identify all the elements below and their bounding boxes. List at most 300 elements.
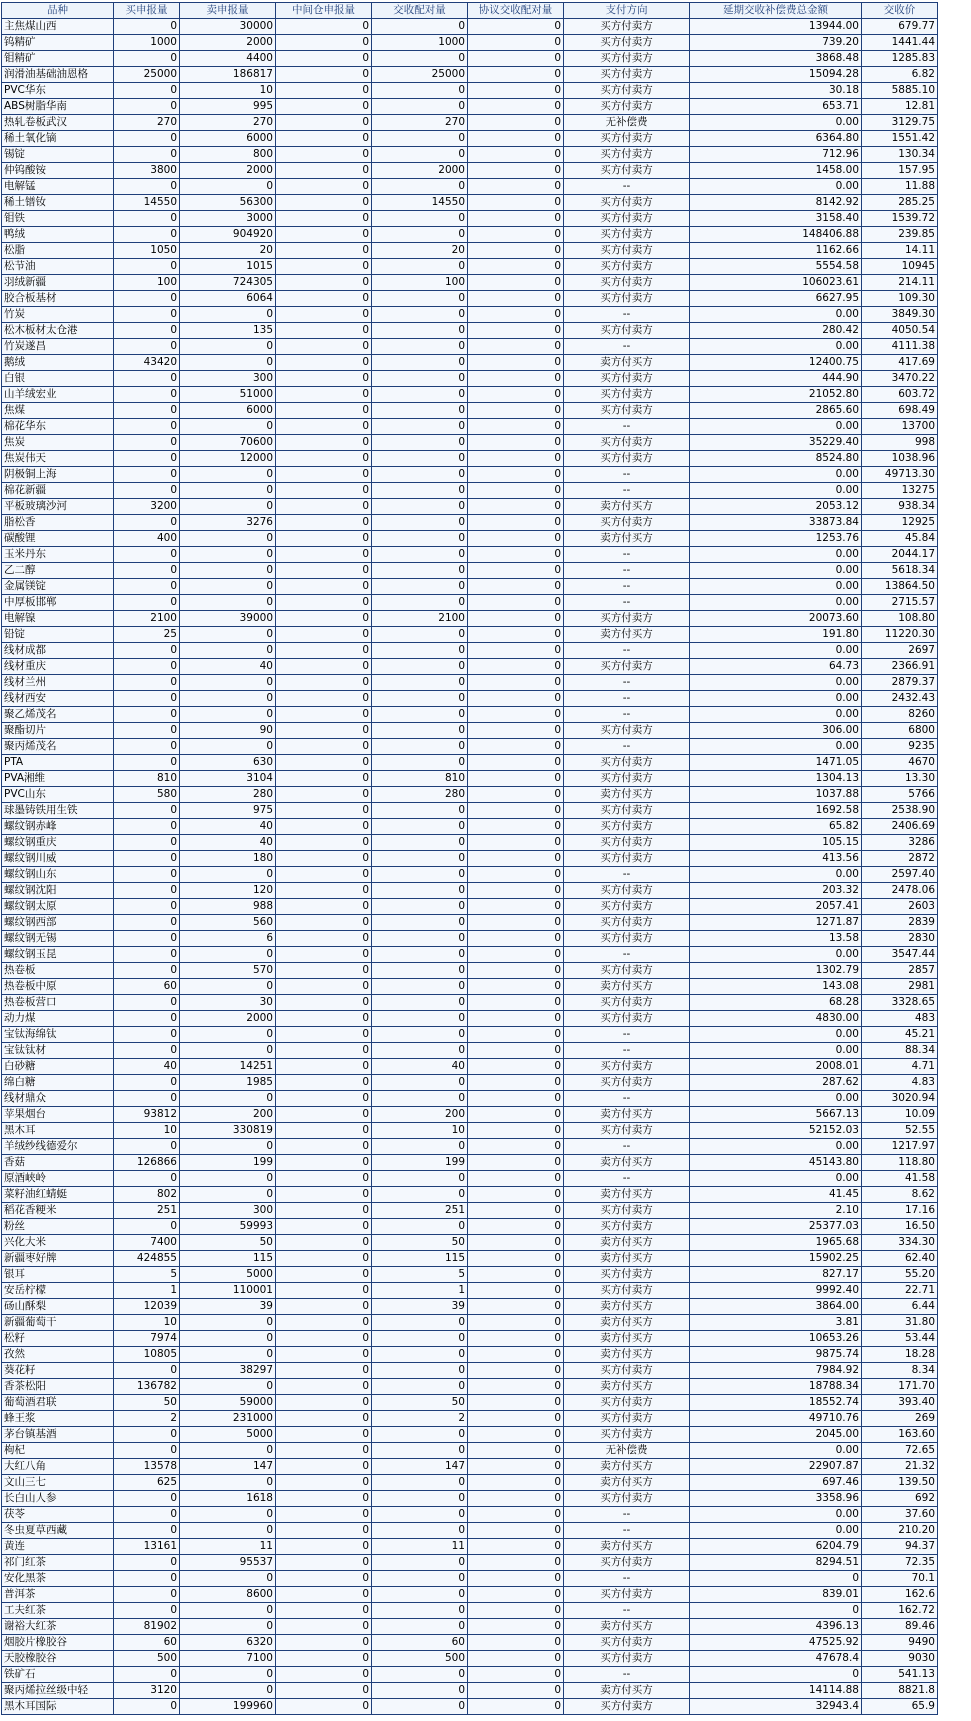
sell-declared-cell: 0 xyxy=(180,675,276,691)
table-row xyxy=(2,1411,938,1427)
intermediate-cell: 0 xyxy=(276,1187,372,1203)
buy-declared-cell: 0 xyxy=(114,931,180,947)
agreement-matched-cell: 0 xyxy=(468,867,564,883)
compensation-cell: 105.15 xyxy=(690,835,862,851)
compensation-cell: 0.00 xyxy=(690,947,862,963)
payment-direction-cell: -- xyxy=(564,675,690,691)
price-cell: 483 xyxy=(862,1011,938,1027)
buy-declared-cell: 0 xyxy=(114,947,180,963)
variety-cell: 粉丝 xyxy=(2,1219,114,1235)
agreement-matched-cell: 0 xyxy=(468,371,564,387)
payment-direction-cell: 买方付卖方 xyxy=(564,1123,690,1139)
agreement-matched-cell: 0 xyxy=(468,83,564,99)
sell-declared-cell: 30000 xyxy=(180,19,276,35)
variety-cell: 枸杞 xyxy=(2,1443,114,1459)
payment-direction-cell: 卖方付买方 xyxy=(564,1299,690,1315)
table-row xyxy=(2,563,938,579)
agreement-matched-cell: 0 xyxy=(468,915,564,931)
matched-cell: 0 xyxy=(372,19,468,35)
sell-declared-cell: 724305 xyxy=(180,275,276,291)
table-row xyxy=(2,83,938,99)
price-cell: 89.46 xyxy=(862,1619,938,1635)
variety-cell: 稀土镨钕 xyxy=(2,195,114,211)
payment-direction-cell: 买方付卖方 xyxy=(564,291,690,307)
table-row xyxy=(2,1283,938,1299)
compensation-cell: 0.00 xyxy=(690,691,862,707)
buy-declared-cell: 0 xyxy=(114,259,180,275)
buy-declared-cell: 0 xyxy=(114,739,180,755)
buy-declared-cell: 500 xyxy=(114,1651,180,1667)
price-cell: 3849.30 xyxy=(862,307,938,323)
sell-declared-cell: 0 xyxy=(180,1379,276,1395)
intermediate-cell: 0 xyxy=(276,387,372,403)
payment-direction-cell: 买方付卖方 xyxy=(564,1363,690,1379)
price-cell: 603.72 xyxy=(862,387,938,403)
table-row xyxy=(2,19,938,35)
sell-declared-cell: 0 xyxy=(180,1443,276,1459)
matched-cell: 0 xyxy=(372,979,468,995)
intermediate-cell: 0 xyxy=(276,163,372,179)
table-row xyxy=(2,803,938,819)
matched-cell: 0 xyxy=(372,691,468,707)
table-row xyxy=(2,1651,938,1667)
intermediate-cell: 0 xyxy=(276,1235,372,1251)
buy-declared-cell: 0 xyxy=(114,1523,180,1539)
variety-cell: 松节油 xyxy=(2,259,114,275)
matched-cell: 1000 xyxy=(372,35,468,51)
table-row xyxy=(2,867,938,883)
sell-declared-cell: 0 xyxy=(180,1331,276,1347)
agreement-matched-cell: 0 xyxy=(468,291,564,307)
sell-declared-cell: 988 xyxy=(180,899,276,915)
sell-declared-cell: 40 xyxy=(180,819,276,835)
variety-cell: ABS树脂华南 xyxy=(2,99,114,115)
payment-direction-cell: -- xyxy=(564,483,690,499)
price-cell: 1539.72 xyxy=(862,211,938,227)
price-cell: 4.83 xyxy=(862,1075,938,1091)
matched-cell: 0 xyxy=(372,579,468,595)
payment-direction-cell: 买方付卖方 xyxy=(564,1219,690,1235)
matched-cell: 0 xyxy=(372,323,468,339)
table-row xyxy=(2,1299,938,1315)
matched-cell: 0 xyxy=(372,467,468,483)
compensation-cell: 13.58 xyxy=(690,931,862,947)
intermediate-cell: 0 xyxy=(276,835,372,851)
compensation-cell: 839.01 xyxy=(690,1587,862,1603)
compensation-cell: 0.00 xyxy=(690,867,862,883)
table-row xyxy=(2,1315,938,1331)
buy-declared-cell: 60 xyxy=(114,1635,180,1651)
sell-declared-cell: 0 xyxy=(180,1027,276,1043)
sell-declared-cell: 231000 xyxy=(180,1411,276,1427)
intermediate-cell: 0 xyxy=(276,451,372,467)
buy-declared-cell: 0 xyxy=(114,1667,180,1683)
agreement-matched-cell: 0 xyxy=(468,659,564,675)
payment-direction-cell: 买方付卖方 xyxy=(564,227,690,243)
intermediate-cell: 0 xyxy=(276,1491,372,1507)
price-cell: 2839 xyxy=(862,915,938,931)
agreement-matched-cell: 0 xyxy=(468,259,564,275)
agreement-matched-cell: 0 xyxy=(468,1299,564,1315)
table-row xyxy=(2,355,938,371)
variety-cell: 宝钛海绵钛 xyxy=(2,1027,114,1043)
table-row xyxy=(2,915,938,931)
variety-cell: 普洱茶 xyxy=(2,1587,114,1603)
sell-declared-cell: 800 xyxy=(180,147,276,163)
table-row xyxy=(2,227,938,243)
table-row xyxy=(2,1059,938,1075)
intermediate-cell: 0 xyxy=(276,195,372,211)
table-row xyxy=(2,467,938,483)
compensation-cell: 0.00 xyxy=(690,467,862,483)
compensation-cell: 6364.80 xyxy=(690,131,862,147)
variety-cell: 线材重庆 xyxy=(2,659,114,675)
payment-direction-cell: 卖方付买方 xyxy=(564,1347,690,1363)
buy-declared-cell: 3120 xyxy=(114,1683,180,1699)
agreement-matched-cell: 0 xyxy=(468,835,564,851)
intermediate-cell: 0 xyxy=(276,1587,372,1603)
matched-cell: 0 xyxy=(372,1507,468,1523)
table-row xyxy=(2,1571,938,1587)
intermediate-cell: 0 xyxy=(276,1043,372,1059)
compensation-cell: 413.56 xyxy=(690,851,862,867)
agreement-matched-cell: 0 xyxy=(468,403,564,419)
compensation-cell: 203.32 xyxy=(690,883,862,899)
price-cell: 41.58 xyxy=(862,1171,938,1187)
agreement-matched-cell: 0 xyxy=(468,899,564,915)
agreement-matched-cell: 0 xyxy=(468,211,564,227)
table-row xyxy=(2,1443,938,1459)
payment-direction-cell: -- xyxy=(564,339,690,355)
agreement-matched-cell: 0 xyxy=(468,1587,564,1603)
table-row xyxy=(2,243,938,259)
sell-declared-cell: 330819 xyxy=(180,1123,276,1139)
compensation-cell: 18552.74 xyxy=(690,1395,862,1411)
col-header-sell-declared: 卖申报量 xyxy=(180,3,276,19)
intermediate-cell: 0 xyxy=(276,1171,372,1187)
price-cell: 2697 xyxy=(862,643,938,659)
price-cell: 49713.30 xyxy=(862,467,938,483)
buy-declared-cell: 0 xyxy=(114,675,180,691)
matched-cell: 0 xyxy=(372,1091,468,1107)
table-row xyxy=(2,835,938,851)
payment-direction-cell: 买方付卖方 xyxy=(564,1267,690,1283)
table-row xyxy=(2,1667,938,1683)
buy-declared-cell: 0 xyxy=(114,691,180,707)
compensation-cell: 22907.87 xyxy=(690,1459,862,1475)
intermediate-cell: 0 xyxy=(276,819,372,835)
price-cell: 45.21 xyxy=(862,1027,938,1043)
intermediate-cell: 0 xyxy=(276,1619,372,1635)
payment-direction-cell: 买方付卖方 xyxy=(564,1651,690,1667)
table-row xyxy=(2,1699,938,1715)
variety-cell: 长白山人参 xyxy=(2,1491,114,1507)
agreement-matched-cell: 0 xyxy=(468,499,564,515)
buy-declared-cell: 0 xyxy=(114,1011,180,1027)
buy-declared-cell: 0 xyxy=(114,1043,180,1059)
payment-direction-cell: -- xyxy=(564,1171,690,1187)
price-cell: 163.60 xyxy=(862,1427,938,1443)
intermediate-cell: 0 xyxy=(276,467,372,483)
variety-cell: 锡锭 xyxy=(2,147,114,163)
variety-cell: 菜籽油红蜻蜓 xyxy=(2,1187,114,1203)
agreement-matched-cell: 0 xyxy=(468,131,564,147)
payment-direction-cell: -- xyxy=(564,467,690,483)
price-cell: 9030 xyxy=(862,1651,938,1667)
intermediate-cell: 0 xyxy=(276,1555,372,1571)
intermediate-cell: 0 xyxy=(276,147,372,163)
intermediate-cell: 0 xyxy=(276,435,372,451)
variety-cell: 棉花华东 xyxy=(2,419,114,435)
price-cell: 52.55 xyxy=(862,1123,938,1139)
matched-cell: 0 xyxy=(372,851,468,867)
variety-cell: 螺纹钢玉昆 xyxy=(2,947,114,963)
compensation-cell: 14114.88 xyxy=(690,1683,862,1699)
payment-direction-cell: -- xyxy=(564,1139,690,1155)
payment-direction-cell: 买方付卖方 xyxy=(564,1411,690,1427)
variety-cell: 蜂王浆 xyxy=(2,1411,114,1427)
agreement-matched-cell: 0 xyxy=(468,451,564,467)
table-row xyxy=(2,307,938,323)
sell-declared-cell: 0 xyxy=(180,1507,276,1523)
buy-declared-cell: 126866 xyxy=(114,1155,180,1171)
intermediate-cell: 0 xyxy=(276,35,372,51)
table-row xyxy=(2,595,938,611)
compensation-cell: 20073.60 xyxy=(690,611,862,627)
sell-declared-cell: 6320 xyxy=(180,1635,276,1651)
table-row xyxy=(2,1491,938,1507)
matched-cell: 115 xyxy=(372,1251,468,1267)
payment-direction-cell: 卖方付买方 xyxy=(564,627,690,643)
variety-cell: 阴极铜上海 xyxy=(2,467,114,483)
variety-cell: 脂松香 xyxy=(2,515,114,531)
compensation-cell: 49710.76 xyxy=(690,1411,862,1427)
matched-cell: 0 xyxy=(372,547,468,563)
payment-direction-cell: 卖方付买方 xyxy=(564,787,690,803)
payment-direction-cell: 买方付卖方 xyxy=(564,1283,690,1299)
variety-cell: 螺纹钢太原 xyxy=(2,899,114,915)
price-cell: 108.80 xyxy=(862,611,938,627)
matched-cell: 2100 xyxy=(372,611,468,627)
sell-declared-cell: 0 xyxy=(180,531,276,547)
matched-cell: 0 xyxy=(372,291,468,307)
compensation-cell: 2.10 xyxy=(690,1203,862,1219)
sell-declared-cell: 0 xyxy=(180,1619,276,1635)
intermediate-cell: 0 xyxy=(276,211,372,227)
matched-cell: 0 xyxy=(372,1315,468,1331)
compensation-cell: 8142.92 xyxy=(690,195,862,211)
payment-direction-cell: 买方付卖方 xyxy=(564,515,690,531)
table-row xyxy=(2,387,938,403)
price-cell: 1038.96 xyxy=(862,451,938,467)
compensation-cell: 45143.80 xyxy=(690,1155,862,1171)
sell-declared-cell: 110001 xyxy=(180,1283,276,1299)
agreement-matched-cell: 0 xyxy=(468,1107,564,1123)
sell-declared-cell: 2000 xyxy=(180,1011,276,1027)
payment-direction-cell: 买方付卖方 xyxy=(564,99,690,115)
price-cell: 2830 xyxy=(862,931,938,947)
matched-cell: 0 xyxy=(372,227,468,243)
matched-cell: 0 xyxy=(372,755,468,771)
payment-direction-cell: -- xyxy=(564,1507,690,1523)
matched-cell: 0 xyxy=(372,707,468,723)
intermediate-cell: 0 xyxy=(276,243,372,259)
matched-cell: 0 xyxy=(372,1555,468,1571)
compensation-cell: 0.00 xyxy=(690,179,862,195)
compensation-cell: 1965.68 xyxy=(690,1235,862,1251)
price-cell: 13.30 xyxy=(862,771,938,787)
col-header-agreement-matched: 协议交收配对量 xyxy=(468,3,564,19)
table-row xyxy=(2,275,938,291)
agreement-matched-cell: 0 xyxy=(468,1155,564,1171)
price-cell: 3129.75 xyxy=(862,115,938,131)
sell-declared-cell: 0 xyxy=(180,1603,276,1619)
sell-declared-cell: 0 xyxy=(180,355,276,371)
price-cell: 14.11 xyxy=(862,243,938,259)
agreement-matched-cell: 0 xyxy=(468,643,564,659)
matched-cell: 0 xyxy=(372,1491,468,1507)
sell-declared-cell: 56300 xyxy=(180,195,276,211)
price-cell: 11220.30 xyxy=(862,627,938,643)
col-header-compensation-total: 延期交收补偿费总金额 xyxy=(690,3,862,19)
matched-cell: 0 xyxy=(372,1043,468,1059)
compensation-cell: 3868.48 xyxy=(690,51,862,67)
payment-direction-cell: 卖方付买方 xyxy=(564,1539,690,1555)
agreement-matched-cell: 0 xyxy=(468,147,564,163)
agreement-matched-cell: 0 xyxy=(468,1651,564,1667)
intermediate-cell: 0 xyxy=(276,1027,372,1043)
intermediate-cell: 0 xyxy=(276,1395,372,1411)
compensation-cell: 47678.4 xyxy=(690,1651,862,1667)
price-cell: 8260 xyxy=(862,707,938,723)
buy-declared-cell: 0 xyxy=(114,995,180,1011)
price-cell: 2597.40 xyxy=(862,867,938,883)
sell-declared-cell: 0 xyxy=(180,739,276,755)
sell-declared-cell: 20 xyxy=(180,243,276,259)
sell-declared-cell: 0 xyxy=(180,595,276,611)
price-cell: 239.85 xyxy=(862,227,938,243)
compensation-cell: 0 xyxy=(690,1571,862,1587)
variety-cell: 砀山酥梨 xyxy=(2,1299,114,1315)
price-cell: 11.88 xyxy=(862,179,938,195)
sell-declared-cell: 0 xyxy=(180,979,276,995)
matched-cell: 0 xyxy=(372,963,468,979)
agreement-matched-cell: 0 xyxy=(468,851,564,867)
intermediate-cell: 0 xyxy=(276,563,372,579)
table-row xyxy=(2,851,938,867)
matched-cell: 199 xyxy=(372,1155,468,1171)
buy-declared-cell: 1 xyxy=(114,1283,180,1299)
price-cell: 22.71 xyxy=(862,1283,938,1299)
variety-cell: 铅锭 xyxy=(2,627,114,643)
matched-cell: 0 xyxy=(372,899,468,915)
matched-cell: 0 xyxy=(372,1331,468,1347)
matched-cell: 251 xyxy=(372,1203,468,1219)
buy-declared-cell: 270 xyxy=(114,115,180,131)
sell-declared-cell: 6000 xyxy=(180,403,276,419)
intermediate-cell: 0 xyxy=(276,67,372,83)
agreement-matched-cell: 0 xyxy=(468,1603,564,1619)
sell-declared-cell: 0 xyxy=(180,1683,276,1699)
buy-declared-cell: 0 xyxy=(114,403,180,419)
compensation-cell: 827.17 xyxy=(690,1267,862,1283)
buy-declared-cell: 0 xyxy=(114,1219,180,1235)
sell-declared-cell: 51000 xyxy=(180,387,276,403)
agreement-matched-cell: 0 xyxy=(468,195,564,211)
buy-declared-cell: 0 xyxy=(114,1363,180,1379)
payment-direction-cell: 买方付卖方 xyxy=(564,1555,690,1571)
intermediate-cell: 0 xyxy=(276,1139,372,1155)
price-cell: 3328.65 xyxy=(862,995,938,1011)
matched-cell: 0 xyxy=(372,1587,468,1603)
table-row xyxy=(2,675,938,691)
payment-direction-cell: 卖方付买方 xyxy=(564,355,690,371)
intermediate-cell: 0 xyxy=(276,1635,372,1651)
sell-declared-cell: 59000 xyxy=(180,1395,276,1411)
price-cell: 12.81 xyxy=(862,99,938,115)
buy-declared-cell: 0 xyxy=(114,851,180,867)
compensation-cell: 41.45 xyxy=(690,1187,862,1203)
sell-declared-cell: 199960 xyxy=(180,1699,276,1715)
matched-cell: 0 xyxy=(372,1443,468,1459)
price-cell: 5885.10 xyxy=(862,83,938,99)
agreement-matched-cell: 0 xyxy=(468,931,564,947)
table-row xyxy=(2,547,938,563)
price-cell: 8821.8 xyxy=(862,1683,938,1699)
intermediate-cell: 0 xyxy=(276,51,372,67)
variety-cell: 黑木耳 xyxy=(2,1123,114,1139)
buy-declared-cell: 251 xyxy=(114,1203,180,1219)
variety-cell: 线材成都 xyxy=(2,643,114,659)
matched-cell: 270 xyxy=(372,115,468,131)
buy-declared-cell: 14550 xyxy=(114,195,180,211)
compensation-cell: 1458.00 xyxy=(690,163,862,179)
intermediate-cell: 0 xyxy=(276,515,372,531)
table-row xyxy=(2,1043,938,1059)
payment-direction-cell: 买方付卖方 xyxy=(564,899,690,915)
agreement-matched-cell: 0 xyxy=(468,531,564,547)
variety-cell: 玉米丹东 xyxy=(2,547,114,563)
price-cell: 88.34 xyxy=(862,1043,938,1059)
buy-declared-cell: 0 xyxy=(114,419,180,435)
intermediate-cell: 0 xyxy=(276,1251,372,1267)
variety-cell: 松脂 xyxy=(2,243,114,259)
buy-declared-cell: 2100 xyxy=(114,611,180,627)
matched-cell: 0 xyxy=(372,659,468,675)
buy-declared-cell: 43420 xyxy=(114,355,180,371)
variety-cell: 热轧卷板武汉 xyxy=(2,115,114,131)
compensation-cell: 653.71 xyxy=(690,99,862,115)
price-cell: 162.72 xyxy=(862,1603,938,1619)
variety-cell: 稻花香粳米 xyxy=(2,1203,114,1219)
compensation-cell: 9875.74 xyxy=(690,1347,862,1363)
sell-declared-cell: 975 xyxy=(180,803,276,819)
payment-direction-cell: 卖方付买方 xyxy=(564,1331,690,1347)
variety-cell: 焦炭伟天 xyxy=(2,451,114,467)
payment-direction-cell: 卖方付买方 xyxy=(564,1683,690,1699)
payment-direction-cell: 买方付卖方 xyxy=(564,883,690,899)
intermediate-cell: 0 xyxy=(276,307,372,323)
matched-cell: 500 xyxy=(372,1651,468,1667)
compensation-cell: 0.00 xyxy=(690,307,862,323)
matched-cell: 0 xyxy=(372,179,468,195)
matched-cell: 0 xyxy=(372,1683,468,1699)
table-row xyxy=(2,1011,938,1027)
table-row xyxy=(2,659,938,675)
payment-direction-cell: 买方付卖方 xyxy=(564,195,690,211)
price-cell: 65.9 xyxy=(862,1699,938,1715)
table-row xyxy=(2,611,938,627)
